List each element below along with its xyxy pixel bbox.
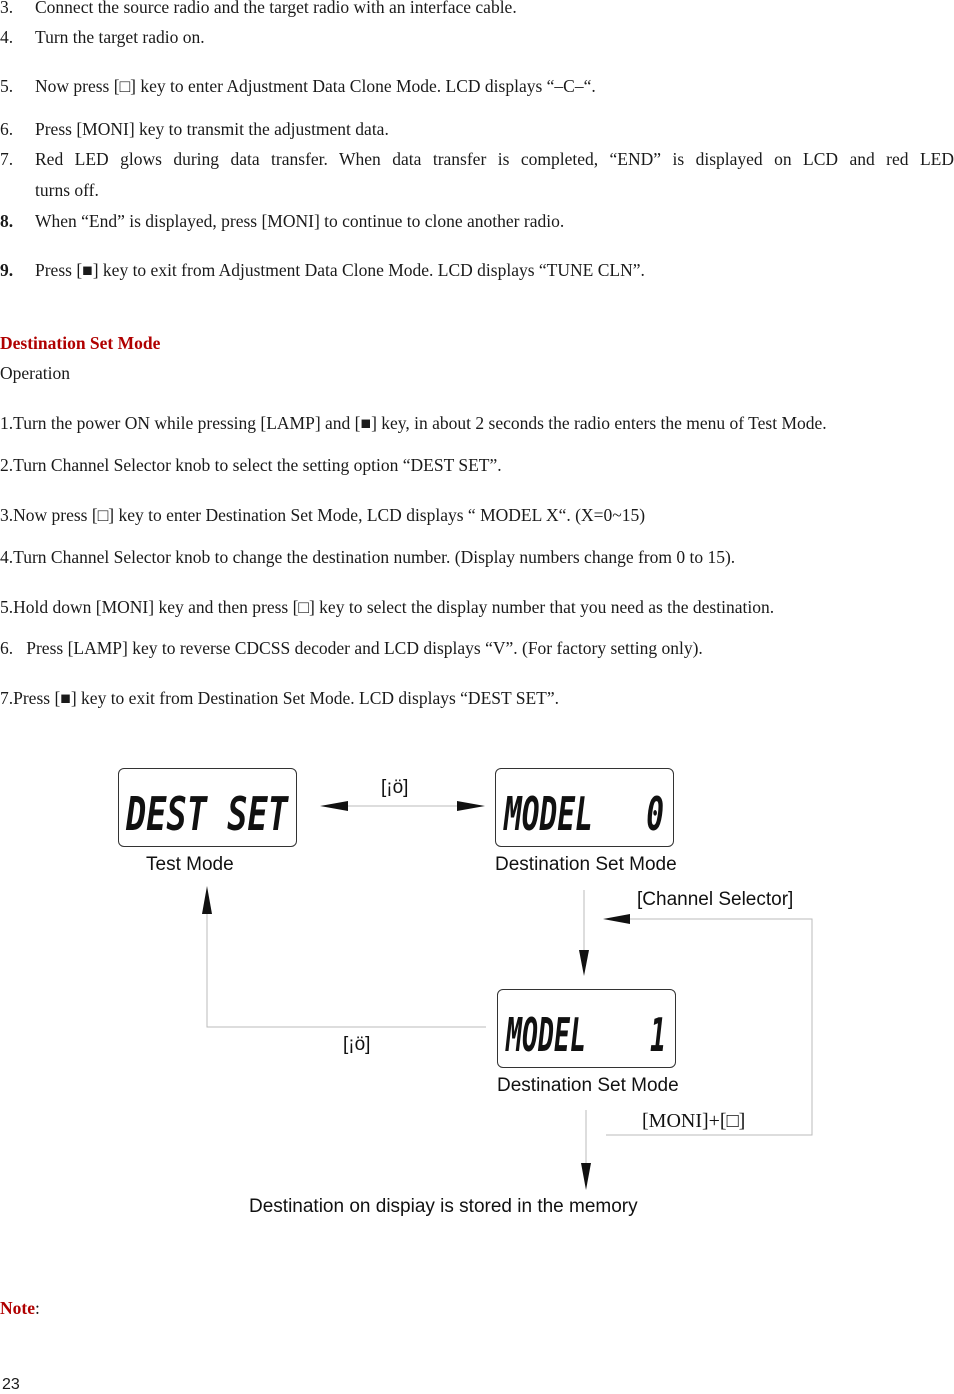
lcd-dest-set-display: [119, 769, 296, 846]
label-destination-set-mode-1: Destination Set Mode: [495, 854, 677, 875]
step-3: 3. Connect the source radio and the target radio with an interface cable.: [0, 0, 517, 17]
arrow-down-head-1: [579, 950, 589, 976]
lcd-dest-set: [118, 768, 297, 847]
step-9: 9. Press [■] key to exit from Adjustment Data Clone Mode. LCD displays “TUNE CLN”.: [0, 260, 645, 280]
connector-back-loop: [207, 912, 486, 1027]
op-step-6: 6. Press [LAMP] key to reverse CDCSS decoder and LCD displays “V”. (For factory setting only).: [0, 638, 703, 658]
note-label: Note: [0, 1298, 35, 1318]
label-stored-memory: Destination on dispiay is stored in the memory: [249, 1196, 638, 1217]
lcd-model-0-text: MODEL 0: [502, 787, 664, 841]
label-channel-selector: [Channel Selector]: [637, 889, 794, 910]
step-7: 7. Red LED glows during data transfer. When data transfer is completed, “END” is displayed on LCD and red LED: [0, 149, 954, 169]
op-step-1: 1.Turn the power ON while pressing [LAMP] and [■] key, in about 2 seconds the radio enters the menu of Test Mode.: [0, 413, 827, 433]
note-colon: :: [34, 1298, 40, 1318]
arrow-down-head-2: [581, 1163, 591, 1190]
step-4: 4. Turn the target radio on.: [0, 27, 205, 47]
arrow-up-head: [202, 886, 212, 914]
lcd-model-0-display: [496, 769, 673, 846]
step-6: 6. Press [MONI] key to transmit the adjustment data.: [0, 119, 389, 139]
lcd-model-1-display: [498, 990, 675, 1067]
op-step-7: 7.Press [■] key to exit from Destination Set Mode. LCD displays “DEST SET”.: [0, 688, 560, 708]
section-title: Destination Set Mode: [0, 333, 161, 353]
op-step-4: 4.Turn Channel Selector knob to change the destination number. (Display numbers change from 0 to 15).: [0, 547, 736, 567]
step-5: 5. Now press [□] key to enter Adjustment Data Clone Mode. LCD displays “–C–“.: [0, 76, 596, 96]
step-7-continued: turns off.: [35, 180, 99, 200]
arrow-channel-head: [603, 914, 630, 924]
key-label-top: [¡ö]: [381, 777, 409, 798]
label-moni-combo: [MONI]+[□]: [642, 1110, 746, 1132]
lcd-model-1-text: MODEL 1: [504, 1008, 666, 1062]
lcd-model-1: [497, 989, 676, 1068]
op-step-5: 5.Hold down [MONI] key and then press [□] key to select the display number that you need as the destination.: [0, 597, 775, 617]
arrow-right-head: [457, 801, 485, 811]
page-number: 23: [2, 1376, 20, 1393]
label-test-mode: Test Mode: [146, 854, 234, 875]
lcd-dest-set-text: DEST SET: [125, 787, 289, 841]
op-step-2: 2.Turn Channel Selector knob to select the setting option “DEST SET”.: [0, 455, 502, 475]
section-subtitle: Operation: [0, 363, 70, 383]
label-destination-set-mode-2: Destination Set Mode: [497, 1075, 679, 1096]
step-8: 8. When “End” is displayed, press [MONI] to continue to clone another radio.: [0, 211, 565, 231]
op-step-3: 3.Now press [□] key to enter Destination Set Mode, LCD displays “ MODEL X“. (X=0~15): [0, 505, 646, 525]
key-label-left: [¡ö]: [343, 1034, 371, 1055]
arrow-left-head: [320, 801, 348, 811]
lcd-model-0: [495, 768, 674, 847]
note: [0, 1298, 40, 1319]
